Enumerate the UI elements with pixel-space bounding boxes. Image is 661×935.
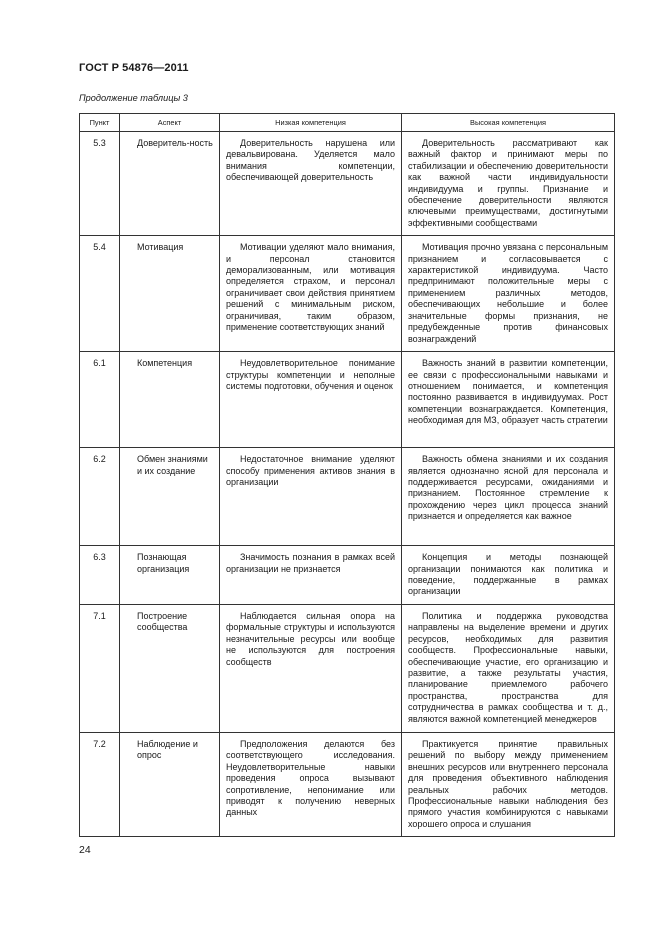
row-high-competence: Важность обмена знаниями и их создания является однозначно ясной для персонала и поддерживается ресурсами, ожиданиями и признанием. Постоянное стремление к прохождению через цикл процесса знаний признается и определяется как важное: [402, 448, 615, 546]
row-aspect: Познающая организация: [120, 546, 220, 605]
row-aspect: Доверитель-ность: [120, 132, 220, 236]
column-header-low: Низкая компетенция: [220, 114, 402, 132]
table-row: [80, 448, 615, 546]
competence-table: [79, 113, 615, 837]
row-low-competence: Мотивации уделяют мало внимания, и персонал становится деморализованным, или мотивация определяется страхом, и персонал ограничивает свои действия принятием решений с минимальным риском, ограничивая, таким образом, применение соответствующих знаний: [220, 236, 402, 352]
table-caption: Продолжение таблицы 3: [79, 93, 188, 103]
row-number: 7.1: [80, 604, 120, 732]
table-row: [80, 132, 615, 236]
row-aspect: Мотивация: [120, 236, 220, 352]
table-row: [80, 732, 615, 836]
row-low-competence: Предположения делаются без соответствующего исследования. Неудовлетворительные навыки проведения опроса вызывают сопротивление, непонимание или приводят к получению неверных данных: [220, 732, 402, 836]
row-high-competence: Политика и поддержка руководства направлены на выделение времени и других ресурсов, необходимых для развития сообществ. Профессиональные навыки, обеспечивающие участие, его организацию и развитие, а также результаты участия, планирование приемлемого рабочего пространства, пространства для сотрудничества в рамках сообщества и т. д., являются важной компетенцией менеджеров: [402, 604, 615, 732]
row-number: 6.3: [80, 546, 120, 605]
row-low-competence: Неудовлетворительное понимание структуры компетенции и неполные системы подготовки, обучения и оценок: [220, 352, 402, 448]
row-high-competence: Концепция и методы познающей организации понимаются как политика и поведение, поддержанные в рамках организации: [402, 546, 615, 605]
row-high-competence: Мотивация прочно увязана с персональным признанием и согласовывается с характеристикой индивидуума. Часто предпринимают положительные меры с применением различных методов, обеспечивающих небольшие и более значительные формы признания, не предубежденные против финансовых вознаграждений: [402, 236, 615, 352]
row-high-competence: Важность знаний в развитии компетенции, ее связи с профессиональными навыками и отношением понимается, и компетенция постоянно развивается в индивидуумах. Рост компетенции вознаграждается. Компетенция, необходимая для МЗ, образует часть стратегии: [402, 352, 615, 448]
row-number: 7.2: [80, 732, 120, 836]
column-header-aspect: Аспект: [120, 114, 220, 132]
row-aspect: Обмен знаниями и их создание: [120, 448, 220, 546]
row-low-competence: Доверительность нарушена или девальвирована. Уделяется мало внимания компетенции, обеспечивающей доверительность: [220, 132, 402, 236]
column-header-high: Высокая компетенция: [402, 114, 615, 132]
row-number: 6.2: [80, 448, 120, 546]
row-aspect: Наблюдение и опрос: [120, 732, 220, 836]
document-header: ГОСТ Р 54876—2011: [79, 62, 189, 74]
column-header-num: Пункт: [80, 114, 120, 132]
page-number: 24: [79, 844, 91, 856]
row-number: 5.4: [80, 236, 120, 352]
row-low-competence: Значимость познания в рамках всей организации не признается: [220, 546, 402, 605]
row-aspect: Компетенция: [120, 352, 220, 448]
row-number: 5.3: [80, 132, 120, 236]
table-row: [80, 604, 615, 732]
table-header-row: [80, 114, 615, 132]
row-low-competence: Недостаточное внимание уделяют способу применения активов знания в организации: [220, 448, 402, 546]
row-aspect: Построение сообщества: [120, 604, 220, 732]
row-low-competence: Наблюдается сильная опора на формальные структуры и используются незначительные ресурсы или вообще не используются для построения сообществ: [220, 604, 402, 732]
row-high-competence: Доверительность рассматривают как важный фактор и принимают меры по стабилизации и обеспечению доверительности как важной части индивидуальности индивидуума и группы. Признание и обеспечение доверительности являются ключевыми преимуществами, достигнутыми эффективными сообществами: [402, 132, 615, 236]
table-row: [80, 352, 615, 448]
row-high-competence: Практикуется принятие правильных решений по выбору между применением внешних ресурсов или внутреннего персонала для проведения объективного наблюдения реальных рабочих методов. Профессиональные навыки наблюдения без прямого участия комбинируются с навыками хорошего опроса и слушания: [402, 732, 615, 836]
row-number: 6.1: [80, 352, 120, 448]
table-row: [80, 546, 615, 605]
table-row: [80, 236, 615, 352]
